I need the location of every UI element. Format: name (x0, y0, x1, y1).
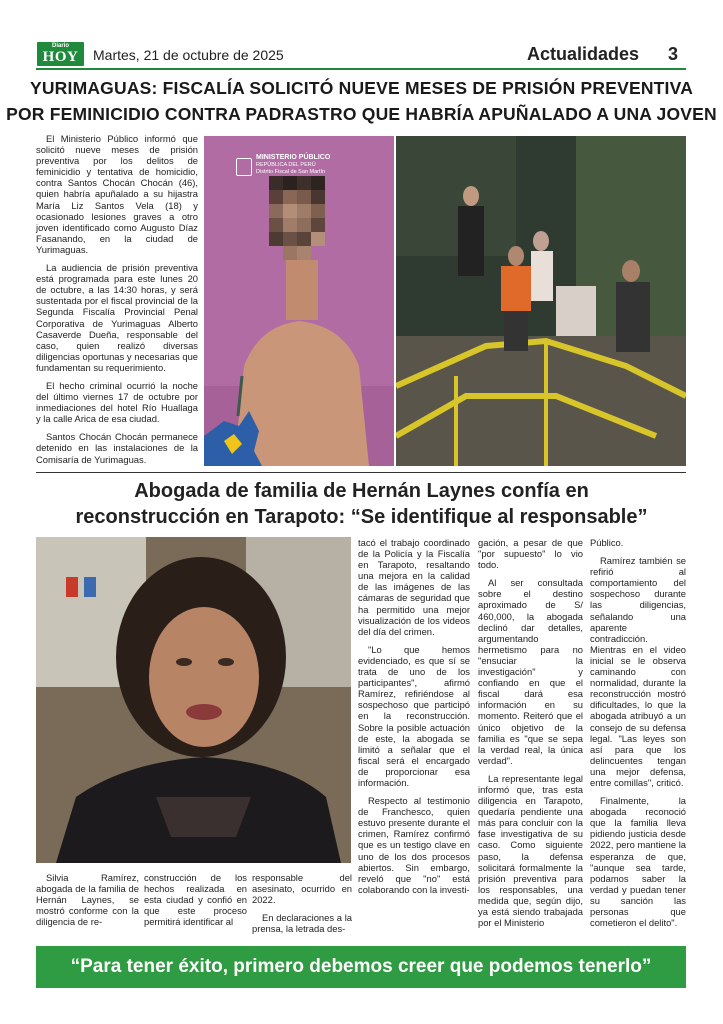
issue-date: Martes, 21 de octubre de 2025 (93, 47, 284, 63)
logo-top-text: Diario (51, 43, 69, 49)
article2-paragraph: gación, a pesar de que "por supuesto" lo vio todo. (478, 537, 583, 571)
crime-scene-illustration (396, 136, 686, 466)
article2-column2 (144, 872, 247, 934)
article1-headline-line1: YURIMAGUAS: FISCALÍA SOLICITÓ NUEVE MESES DE PRISIÓN PREVENTIVA (29, 78, 694, 98)
article2-paragraph: Respecto al testimonio de Franchesco, quien estuvo presente durante el crimen, Ramírez confirmó que es un testigo clave en uno de los dos procesos abiertos. Sin embargo, reveló que "no" está colaborando con la investi- (358, 795, 470, 895)
article2-headline-line2: reconstrucción en Tarapoto: “Se identifique al responsable” (75, 506, 648, 528)
article2-column6 (590, 537, 686, 935)
institution-country: REPÚBLICA DEL PERÚ (256, 162, 316, 168)
article2-paragraph: Silvia Ramírez, abogada de la familia de Hernán Laynes, se mostró conforme con la diligencia de re- (36, 872, 139, 928)
institution-district: Distrito Fiscal de San Martín (256, 169, 326, 175)
article2-column4 (358, 537, 470, 902)
article1-headline-line2: POR FEMINICIDIO CONTRA PADRASTRO QUE HABRÍA APUÑALADO A UNA JOVEN (6, 104, 717, 124)
article2-paragraph: Al ser consultada sobre el destino aproximado de S/ 460,000, la abogada declinó dar detalles, argumentando hermetismo para no "ensuciar la investigación" y confiando en que el fiscal dará esa información en su momento. Reiteró que el único objetivo de la familia es "que se sepa la verdad real, la única verdad". (478, 577, 583, 766)
article2-paragraph: "Lo que hemos evidenciado, es que sí se trata de uno de los participantes", afirmó Ramírez, refiriéndose al sospechoso que participó en la reconstrucción. Sobre la posible actuación de este, la abogada se limitó a señalar que el fiscal será el encargado de proporcionar esa información. (358, 643, 470, 788)
crime-scene-photo (396, 136, 686, 466)
article2-paragraph: Finalmente, la abogada reconoció que la familia lleva pidiendo justicia desde 2022, pero mantiene la esperanza de que, "aunque sea tarde, podamos saber la verdad y puedan tener su sanción las personas que cometieron el delito". (590, 795, 686, 929)
article1-paragraph: El Ministerio Público informó que solicitó nueve meses de prisión preventiva por los delitos de feminicidio y tentativa de homicidio, contra Santos Chocán Chocán (46), quien habría apuñalado a su hijastra María Liz Santos Vela (18) y ocasionado lesiones graves a otro joven identificado como Augusto Díaz Fasanando, en la ciudad de Yurimaguas. (36, 133, 198, 255)
article1-paragraph: Santos Chocán Chocán permanece detenido en las instalaciones de la Comisaría de Yurimaguas. (36, 431, 198, 465)
article2-column1 (36, 872, 139, 934)
article2-paragraph: construcción de los hechos realizada en esta ciudad y confió en que este proceso permitirá identificar al (144, 872, 247, 928)
article2-column5 (478, 537, 583, 935)
lawyer-photo-illustration (36, 537, 351, 863)
article1-paragraph: La audiencia de prisión preventiva está programada para este lunes 20 de octubre, a las 14:30 horas, y será sustentada por el fiscal provincial de la Segunda Fiscalía Provincial Penal Corporativa de Yurimaguas Alberto Casaverde Dueña, responsable del caso, quien realizó diversas diligencias oportunas y necesarias que fundamentan su requerimiento. (36, 262, 198, 373)
suspect-photo (204, 136, 394, 466)
institution-name: MINISTERIO PÚBLICO (256, 154, 331, 161)
article2-column3 (252, 872, 352, 941)
shield-icon (236, 158, 252, 176)
article2-paragraph: Ramírez también se refirió al comportamiento del sospechoso durante las diligencias, señalando una aparente contradicción. Mientras en el video inicial se le observa caminando con normalidad, durante la reconstrucción mostró dificultades, lo que la abogada atribuyó a un consejo de su defensa legal. "Las leyes son así para que los delincuentes tengan una mejor defensa, entre comillas", criticó. (590, 555, 686, 788)
lawyer-photo (36, 537, 351, 863)
section-divider (36, 472, 686, 473)
article2-paragraph: responsable del asesinato, ocurrido en 2022. (252, 872, 352, 906)
article2-headline-line1: Abogada de familia de Hernán Laynes confía en (134, 480, 589, 502)
article2-paragraph: tacó el trabajo coordinado de la Policía y la Fiscalía en Tarapoto, resaltando una mejora en la calidad de las imágenes de las cámaras de seguridad que ha permitido una mejor visualización de los videos del día del crimen. (358, 537, 470, 637)
article2-paragraph: Público. (590, 537, 624, 548)
quote-banner: “Para tener éxito, primero debemos creer que podemos tenerlo” (36, 946, 686, 988)
article2-paragraph: La representante legal informó que, tras esta diligencia en Tarapoto, quedaría pendiente una más para concluir con la fase investigativa de su caso. Como siguiente paso, la defensa solicitará formalmente la prisión preventiva para los responsables, una medida que, según dijo, ya está siendo trabajada por el Ministerio (478, 772, 583, 929)
logo-main-text: HOY (42, 49, 79, 65)
newspaper-logo (37, 42, 84, 66)
article1-body (36, 133, 198, 472)
page-number: 3 (668, 44, 679, 64)
article1-paragraph: El hecho criminal ocurrió la noche del último viernes 17 de octubre por inmediaciones del hotel Río Huallaga y la calle Arica de esa ciudad. (36, 379, 198, 425)
article2-paragraph: En declaraciones a la prensa, la letrada des- (252, 912, 352, 935)
header-divider (36, 68, 686, 70)
section-title: Actualidades (527, 44, 640, 64)
suspect-photo-illustration (204, 136, 394, 466)
